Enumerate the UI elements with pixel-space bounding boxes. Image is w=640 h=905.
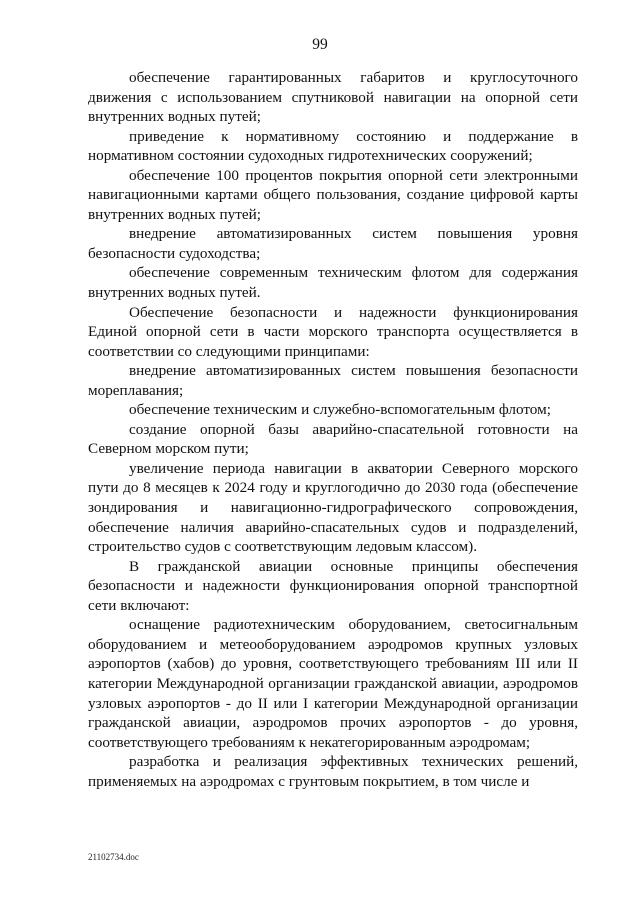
paragraph: создание опорной базы аварийно-спасательной готовности на Северном морском пути;	[88, 420, 578, 458]
paragraph: разработка и реализация эффективных технических решений, применяемых на аэродромах с грунтовым покрытием, в том числе и	[88, 753, 578, 790]
paragraph: оснащение радиотехническим оборудованием, светосигнальным оборудованием и метеооборудованием аэродромов крупных узловых аэропортов (хабов) до уровня, соответствующего требованиям III или II категории Международной организации гражданской авиации, аэродромов узловых аэропортов - до II или I категории Международной организации гражданской авиации, аэродромов прочих аэропортов - до уровня, соответствующего требованиям к некатегорированным аэродромам;	[88, 616, 578, 751]
document-body	[88, 68, 578, 791]
paragraph: увеличение периода навигации в акватории Северного морского пути до 8 месяцев к 2024 году и круглогодично до 2030 года (обеспечение зондирования и навигационно-гидрографического сопровождения, обеспечение наличия аварийно-спасательных судов и подразделений, строительство судов с соответствующим ледовым классом).	[88, 459, 578, 556]
paragraph: внедрение автоматизированных систем повышения уровня безопасности судоходства;	[88, 225, 578, 262]
paragraph: обеспечение современным техническим флотом для содержания внутренних водных путей.	[88, 264, 578, 302]
paragraph: внедрение автоматизированных систем повышения безопасности мореплавания;	[88, 362, 578, 399]
footer-doc-id: 21102734.doc	[88, 852, 139, 862]
paragraph: обеспечение гарантированных габаритов и круглосуточного движения с использованием спутниковой навигации на опорной сети внутренних водных путей;	[88, 69, 578, 126]
paragraph: обеспечение техническим и служебно-вспомогательным флотом;	[129, 401, 551, 419]
paragraph: В гражданской авиации основные принципы обеспечения безопасности и надежности функционирования опорной транспортной сети включают:	[88, 557, 578, 614]
page-number: 99	[312, 36, 328, 53]
paragraph: обеспечение 100 процентов покрытия опорной сети электронными навигационными картами общего пользования, создание цифровой карты внутренних водных путей;	[88, 166, 578, 223]
paragraph: приведение к нормативному состоянию и поддержание в нормативном состоянии судоходных гидротехнических сооружений;	[88, 127, 578, 165]
paragraph: Обеспечение безопасности и надежности функционирования Единой опорной сети в части морского транспорта осуществляется в соответствии со следующими принципами:	[88, 303, 578, 360]
